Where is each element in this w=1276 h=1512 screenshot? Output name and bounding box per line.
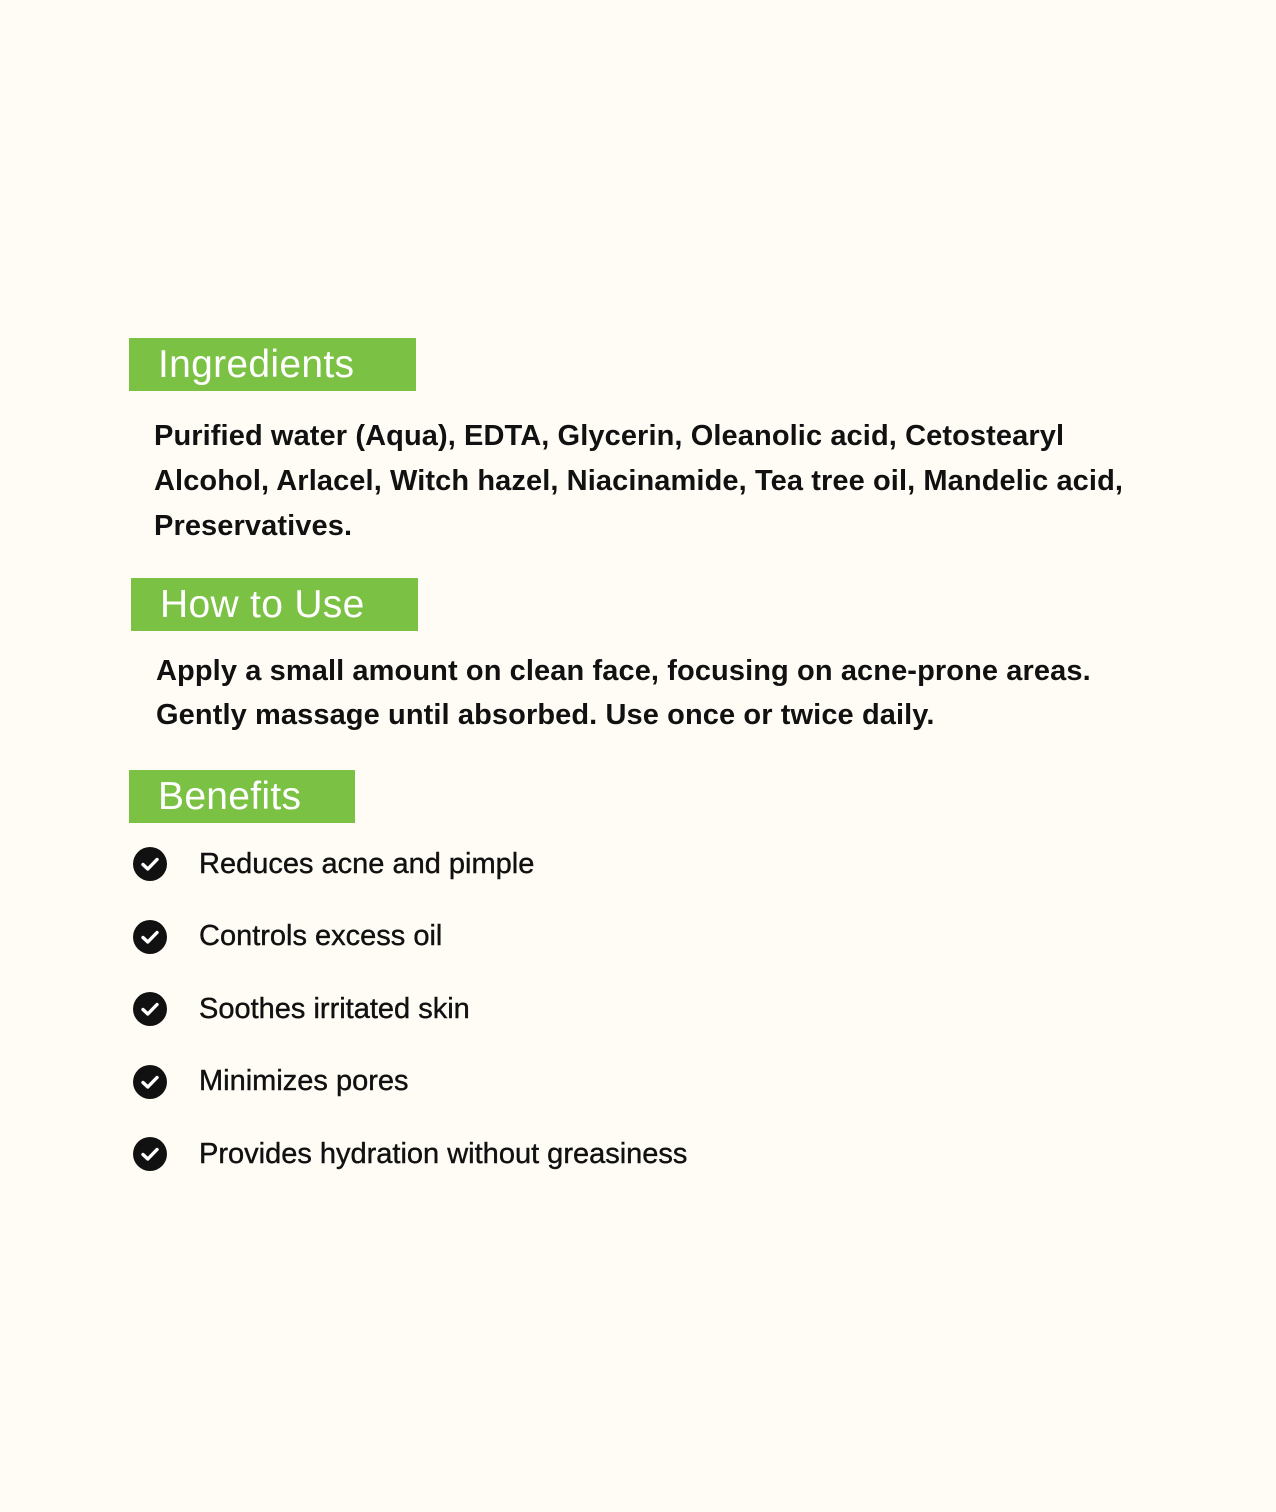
ingredients-text: Purified water (Aqua), EDTA, Glycerin, Oleanolic acid, Cetostearyl Alcohol, Arlacel, Witch hazel, Niacinamide, Tea tree oil, Mandelic acid, Preservatives. — [154, 420, 1124, 542]
benefit-item — [133, 991, 687, 1027]
benefit-label: Provides hydration without greasiness — [199, 1137, 688, 1170]
benefit-item — [133, 1136, 687, 1172]
benefit-label: Reduces acne and pimple — [199, 847, 535, 880]
benefit-label: Controls excess oil — [199, 920, 443, 952]
check-circle-icon — [133, 1137, 167, 1171]
ingredients-heading: Ingredients — [129, 338, 416, 391]
benefit-label: Minimizes pores — [199, 1065, 409, 1097]
check-circle-icon — [133, 920, 167, 954]
check-circle-icon — [133, 847, 167, 881]
check-circle-icon — [133, 1065, 167, 1099]
how-to-use-text: Apply a small amount on clean face, focusing on acne-prone areas. Gently massage until absorbed. Use once or twice daily. — [156, 655, 1091, 731]
benefits-heading: Benefits — [129, 770, 355, 823]
check-circle-icon — [133, 992, 167, 1026]
benefit-item — [133, 1064, 687, 1100]
benefit-item — [133, 919, 687, 955]
how-to-use-heading: How to Use — [131, 578, 418, 631]
benefit-item — [133, 846, 687, 882]
benefit-label: Soothes irritated skin — [199, 992, 470, 1025]
benefits-list — [133, 846, 687, 1209]
